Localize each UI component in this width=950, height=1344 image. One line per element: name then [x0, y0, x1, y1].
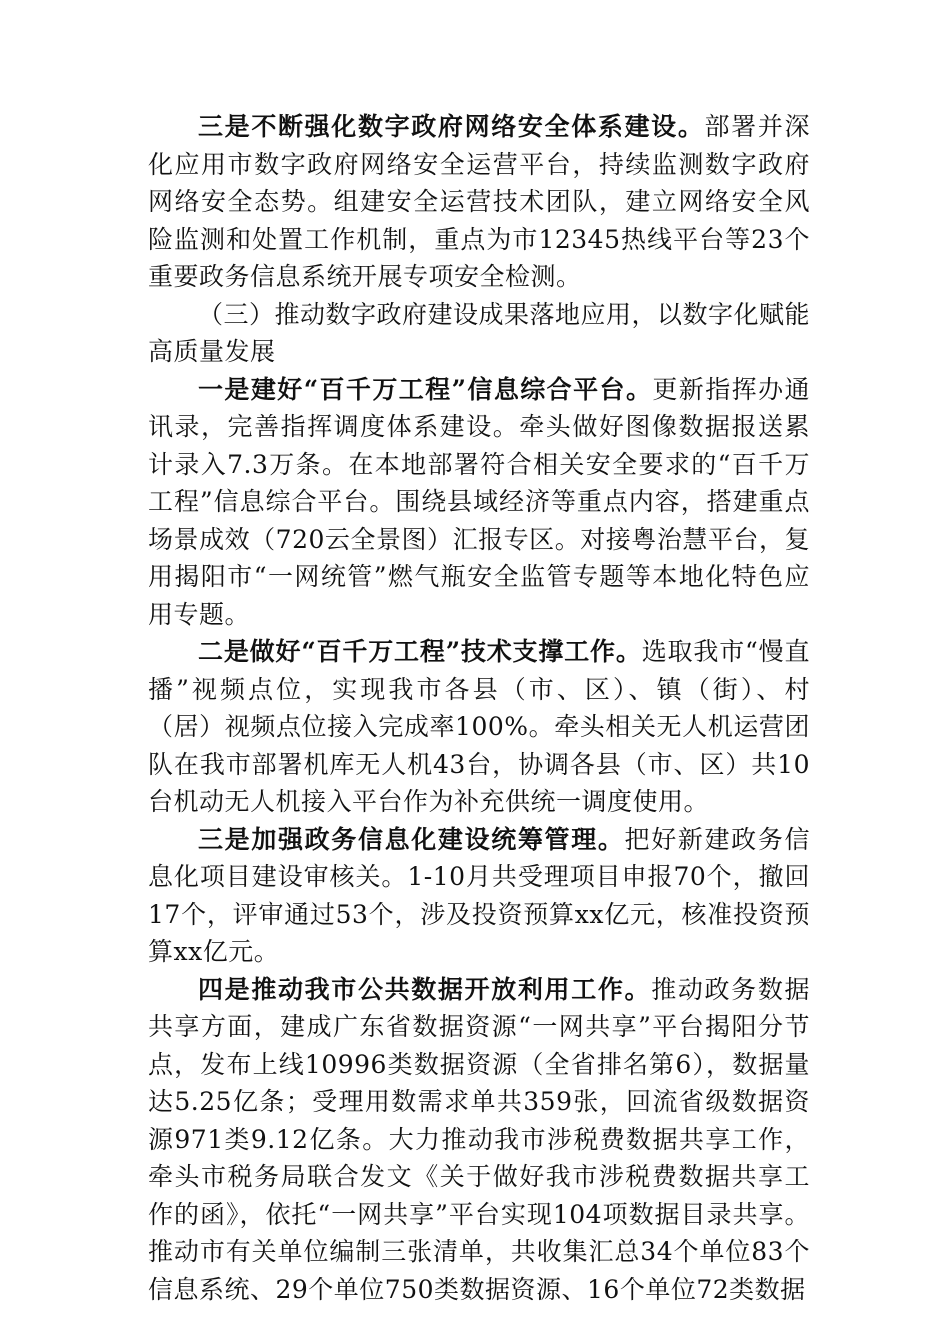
paragraph-body: 部署并深化应用市数字政府网络安全运营平台，持续监测数字政府网络安全态势。组建安全运营技术团队，建立网络安全风险监测和处置工作机制，重点为市12345热线平台等23个重要政务信息系统开展专项安全检测。: [148, 112, 810, 291]
paragraph-body: 推动政务数据共享方面，建成广东省数据资源“一网共享”平台揭阳分节点，发布上线10996类数据资源（全省排名第6），数据量达5.25亿条；受理用数需求单共359张，回流省级数据资源971类9.12亿条。大力推动我市涉税费数据共享工作，牵头市税务局联合发文《关于做好我市涉税费数据共享工作的函》，依托“一网共享”平台实现104项数据目录共享。推动市有关单位编制三张清单，共收集汇总34个单位83个信息系统、29个单位750类数据资源、16个单位72类数据: [148, 974, 810, 1304]
paragraph-heading: 三是加强政务信息化建设统筹管理。: [198, 824, 625, 854]
paragraph-heading: 四是推动我市公共数据开放利用工作。: [198, 974, 652, 1004]
paragraph-body: 选取我市“慢直播”视频点位，实现我市各县（市、区）、镇（街）、村（居）视频点位接入完成率100%。牵头相关无人机运营团队在我市部署机库无人机43台，协调各县（市、区）共10台机动无人机接入平台作为补充供统一调度使用。: [148, 637, 810, 816]
paragraph-body: 把好新建政务信息化项目建设审核关。1-10月共受理项目申报70个，撤回17个，评审通过53个，涉及投资预算xx亿元，核准投资预算xx亿元。: [148, 824, 810, 966]
section-heading-text: （三）推动数字政府建设成果落地应用，以数字化赋能高质量发展: [148, 299, 811, 366]
paragraph-project-management: [148, 821, 810, 971]
paragraph-body: 更新指挥办通讯录，完善指挥调度体系建设。牵头做好图像数据报送累计录入7.3万条。在本地部署符合相关安全要求的“百千万工程”信息综合平台。围绕县域经济等重点内容，搭建重点场景成效（720云全景图）汇报专区。对接粤治慧平台，复用揭阳市“一网统管”燃气瓶安全监管专题等本地化特色应用专题。: [148, 374, 810, 629]
paragraph-heading: 二是做好“百千万工程”技术支撑工作。: [198, 637, 642, 666]
paragraph-public-data: [148, 971, 810, 1309]
paragraph-network-security: [148, 108, 810, 296]
paragraph-heading: 三是不断强化数字政府网络安全体系建设。: [198, 112, 705, 141]
paragraph-tech-support: [148, 633, 810, 821]
paragraph-info-platform: [148, 371, 810, 634]
section-heading-3: [148, 296, 810, 371]
paragraph-heading: 一是建好“百千万工程”信息综合平台。: [198, 374, 653, 404]
